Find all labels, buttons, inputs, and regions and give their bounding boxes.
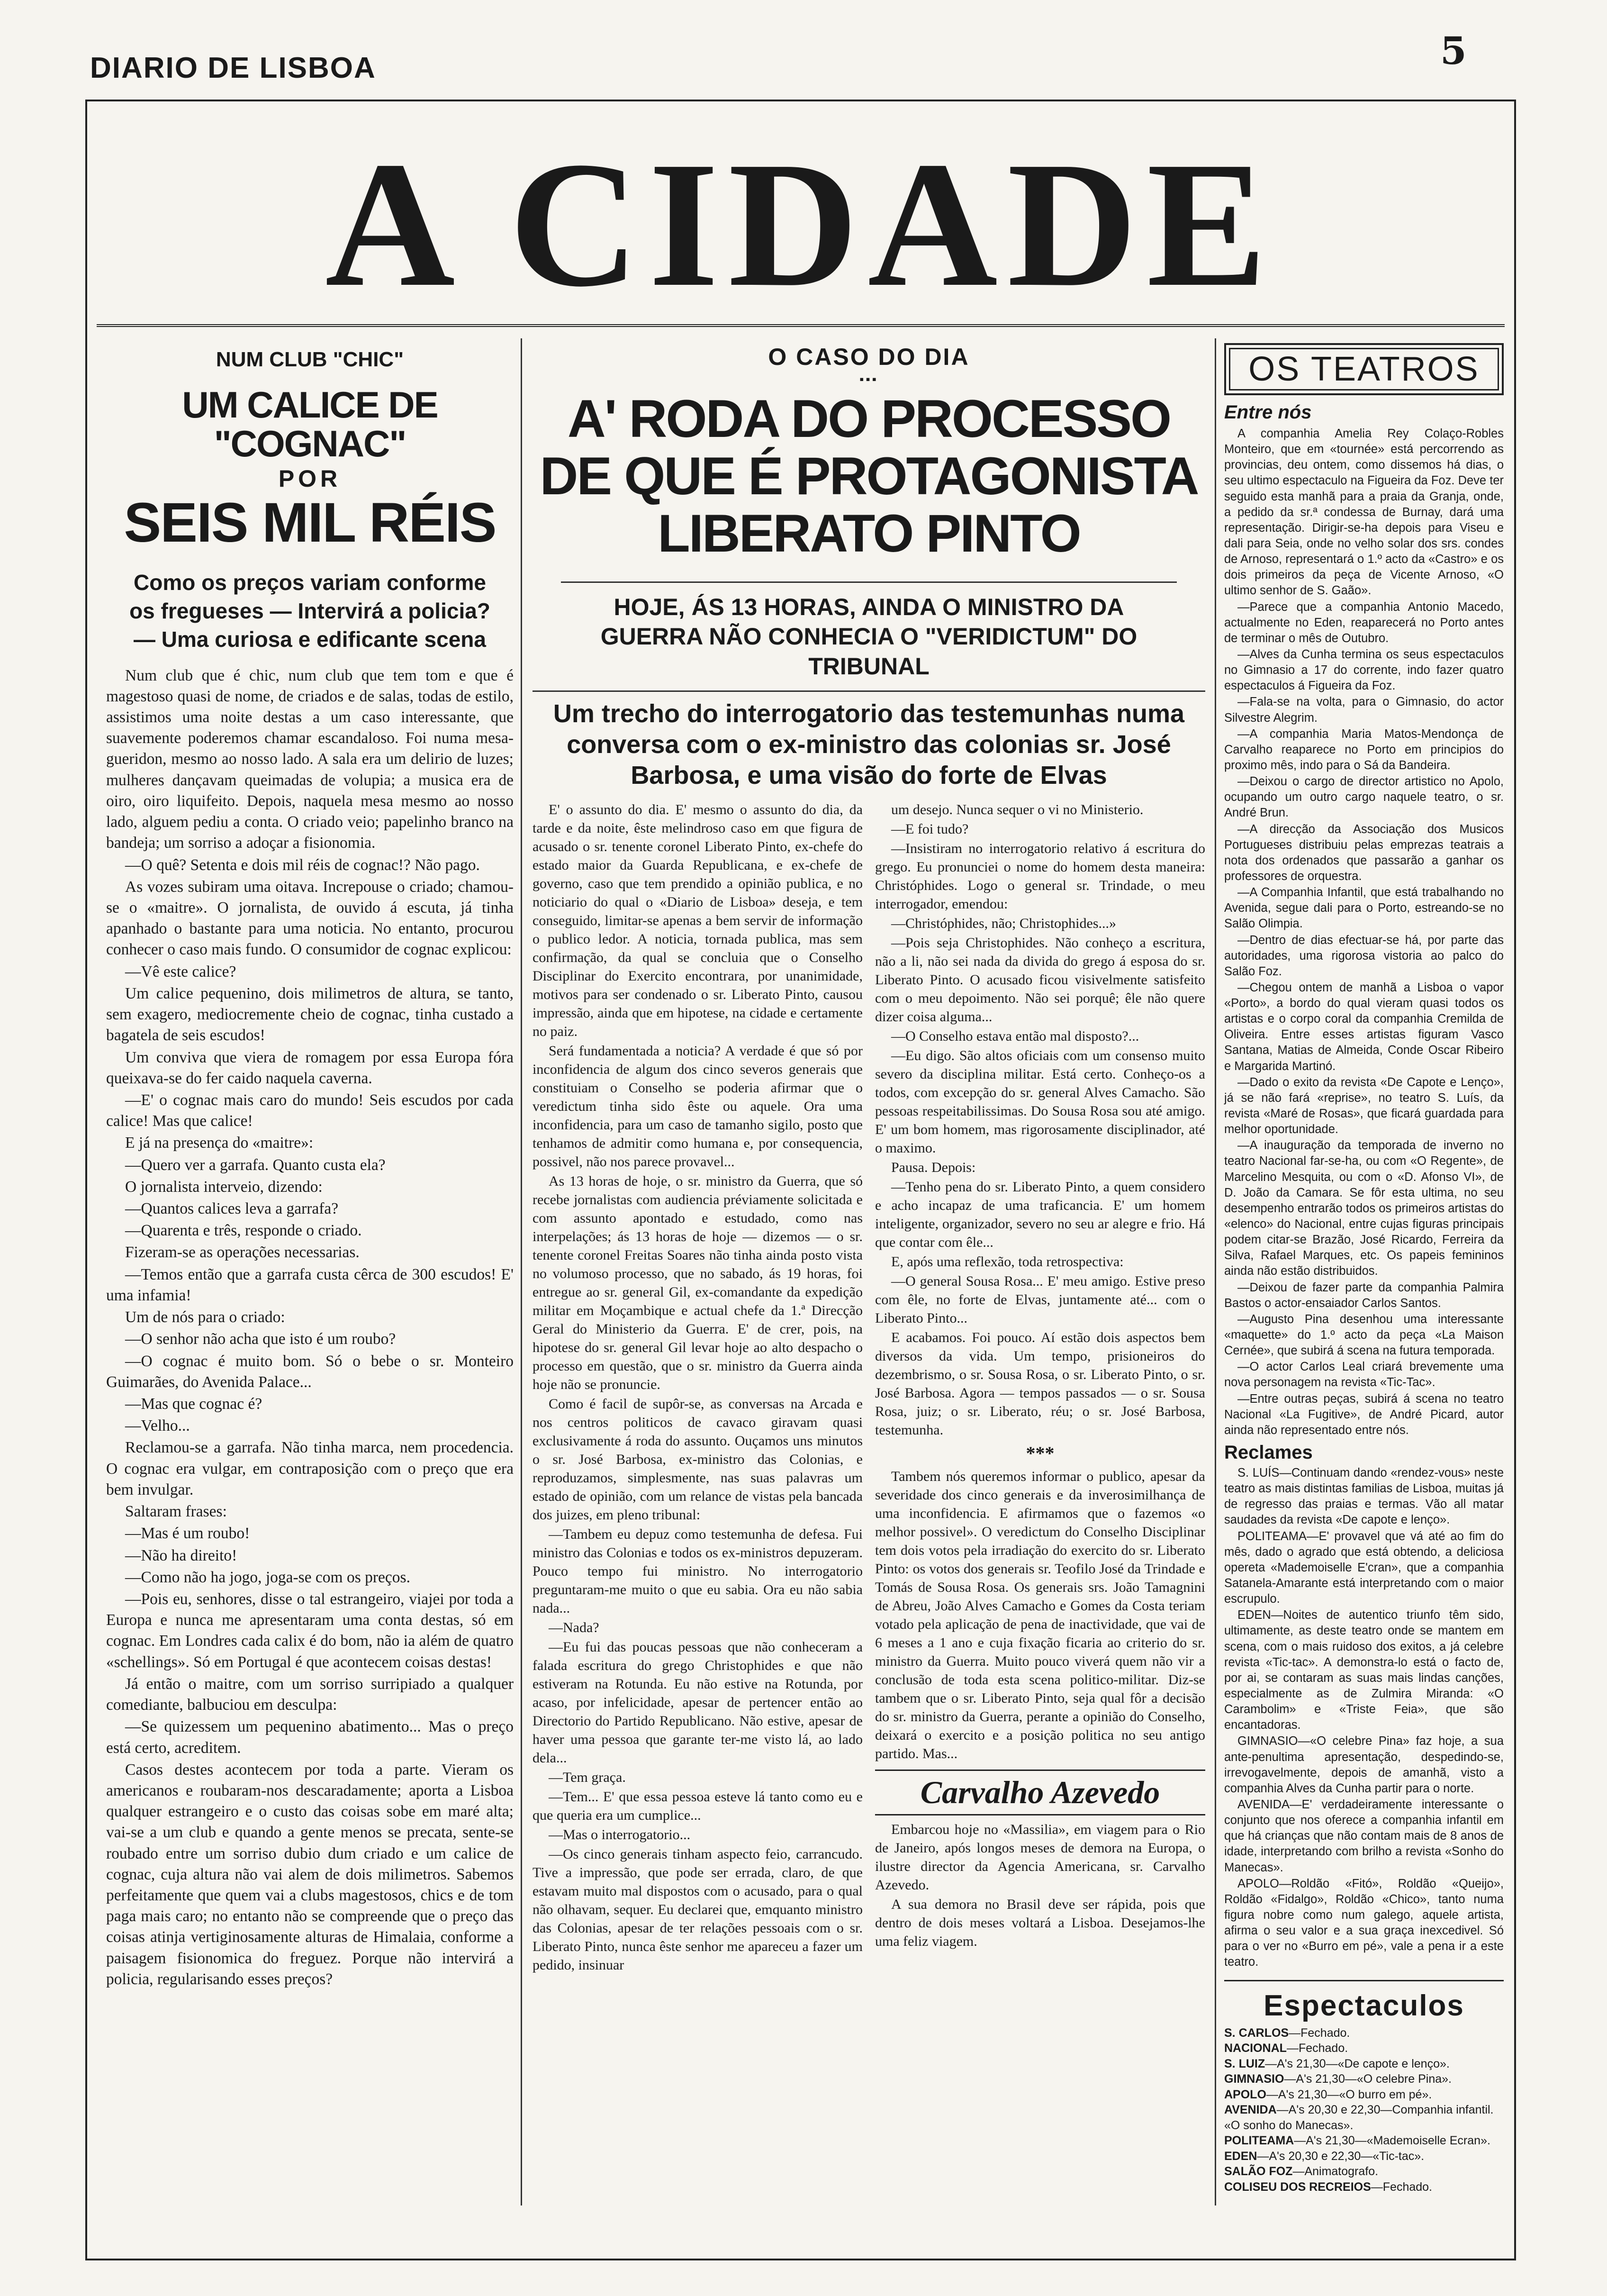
theatre-info: —A's 20,30 e 22,30—«Tic-tac». — [1257, 2149, 1425, 2163]
theatre-note: —Deixou o cargo de director artistico no Apolo, ocupando um outro cargo naquele teatro, o sr. André Brun. — [1224, 775, 1504, 820]
theatre-note: —A companhia Maria Matos-Mendonça de Carvalho reaparece no Porto em principios do proximo mês, indo para o Sá da Bandeira. — [1224, 727, 1504, 772]
theatre-info: —A's 21,30—«O celebre Pina». — [1284, 2072, 1452, 2086]
article-column-b — [875, 800, 1205, 1975]
paragraph: —Tem graça. — [549, 1769, 626, 1785]
reclames-body — [1224, 1465, 1504, 1970]
ornament: ▪▪▪ — [859, 372, 878, 386]
theatre-note: —Fala-se na volta, para o Gimnasio, do actor Silvestre Alegrim. — [1224, 695, 1504, 725]
espectaculo-row — [1224, 2102, 1504, 2133]
entre-nos-label: Entre nós — [1224, 402, 1312, 423]
espectaculo-row — [1224, 2071, 1504, 2087]
paragraph: —Pois eu, senhores, disse o tal estrangeiro, viajei por toda a Europa e nunca me apresentaram uma conta destas, só em cognac. Em Londres cada calix é do bom, não ia além de quatro «schellings». Só em Portugal é que acontecem coisas destas! — [106, 1590, 514, 1671]
paragraph: Num club que é chic, num club que tem tom e que é magestoso quasi de nome, de criados e de salas, todas de estilo, assistimos uma noite destas a um caso interessante, que suavemente poderemos chamar escandaloso. Foi numa mesa-gueridon, mesmo ao nosso lado. A sala era um delirio de luzes; mulheres dançavam queimadas de volupia; a musica era de oiro, oiro liquifeito. Depois, naquela mesa mesmo ao nosso lado, alguem pediu a conta. O criado veio; papelinho branco na bandeja; um sorriso a adoçar a fisionomia. — [106, 666, 514, 852]
article-body — [106, 665, 514, 1990]
theatre-note: —A direcção da Associação dos Musicos Portugueses distribuiu pelas emprezas teatrais a nota dos ordenados que passarão a ganhar os professores de orquestra. — [1224, 822, 1504, 883]
espectaculo-row — [1224, 2041, 1504, 2056]
page-number: 5 — [1440, 28, 1467, 73]
espectaculos-title: Espectaculos — [1224, 1980, 1504, 2023]
theatre-name: COLISEU DOS RECREIOS — [1224, 2180, 1371, 2194]
theatre-name: S. LUIZ — [1224, 2057, 1265, 2070]
paragraph: —Tem... E' que essa pessoa esteve lá tanto como eu e que queria era um cumplice... — [533, 1788, 863, 1823]
theatre-note: —Chegou ontem de manhã a Lisboa o vapor «Porto», a bordo do qual vieram quasi todos os artistas e o corpo coral da companhia Cremilda de Oliveira. Entre esses artistas figuram Vasco Santana, Matias de Almeida, Conde Oscar Ribeiro e Margarida Martinó. — [1224, 980, 1504, 1073]
paragraph: —Quantos calices leva a garrafa? — [125, 1200, 339, 1218]
theatre-info: —A's 21,30—«De capote e lenço». — [1265, 2057, 1450, 2070]
paragraph: Casos destes acontecem por toda a parte. Vieram os americanos e roubaram-nos descaradamente; aporta a Lisboa qualquer estrangeiro e o custo das coisas sobe em maré alta; vai-se a um club e quando a gente menos se precata, sente-se roubado entre um sorriso dubio dum criado e um calice de cognac, cuja altura não vai alem de dois milimetros. Sabemos perfeitamente que quem vai a clubs magestosos, chics e de tom paga mais caro; no entanto não se compreende que o preço das coisas atinja vertiginosamente alturas de Himalaia, conforme a paisagem fisionomica do freguez. Porque não intervirá a policia, regularisando esses preços? — [106, 1761, 514, 1988]
headline-line-2: SEIS MIL RÉIS — [124, 491, 496, 554]
paragraph: —O general Sousa Rosa... E' meu amigo. Estive preso com êle, no forte de Elvas, juntamente até... com o Liberato Pinto... — [875, 1273, 1205, 1326]
theatre-name: NACIONAL — [1224, 2042, 1287, 2055]
espectaculo-row — [1224, 2149, 1504, 2164]
theatre-note: —Deixou de fazer parte da companhia Palmira Bastos o actor-ensaiador Carlos Santos. — [1224, 1280, 1504, 1310]
teatros-section — [1224, 338, 1504, 2195]
theatre-note: A companhia Amelia Rey Colaço-Robles Monteiro, que em «tournée» está percorrendo as provincias, deu ontem, como dissemos há dias, o seu ultimo espectaculo na Figueira da Foz. Deve ter seguido esta manhã para a praia da Granja, onde, a pedido da sr.ª condessa de Burnay, dará uma representação. Dirigir-se-ha depois para Viseu e dali para Seia, onde no velho solar dos srs. condes de Arnoso, representará o 1.º acto da «Castro» e os dois primeiros da peça de Vicente Arnoso, «O ultimo senhor de S. Gaão». — [1224, 427, 1504, 598]
paragraph: —Vê este calice? — [125, 962, 236, 980]
paragraph: —E' o cognac mais caro do mundo! Seis escudos por cada calice! Mas que calice! — [106, 1091, 514, 1130]
paragraph: —Mas que cognac é? — [125, 1395, 262, 1413]
reclame-item: AVENIDA—E' verdadeiramente interessante o conjunto que nos oferece a companhia infantil em que há crianças que não contam mais de 8 anos de idade, interpretando com brilho a revista «Sonho do Manecas». — [1224, 1797, 1504, 1874]
paragraph: Será fundamentada a noticia? A verdade é que só por inconfidencia de algum dos cinco severos generais que constituiam o Conselho se poderia afirmar que o veredictum tinha sido êste ou aquele. Ora uma inconfidencia, para um caso de tamanho sigilo, posto que tenhamos de admitir como humana e, por consequencia, possivel, não nos parece provavel... — [533, 1043, 863, 1170]
paragraph: —Mas o interrogatorio... — [549, 1826, 691, 1842]
club-chic-article — [106, 338, 514, 1991]
reclame-item: EDEN—Noites de autentico triunfo têm sido, ultimamente, as deste teatro onde se mantem em scena, com o mais ruidoso dos exitos, a já celebre revista «Tic-tac». A demonstra-lo está o facto de, por ai, se contaram as suas mais lindas canções, especialmente as de Zulmira Miranda: «O Carambolim» e «Triste Feia», que são encantadoras. — [1224, 1608, 1504, 1732]
paragraph: —Tambem eu depuz como testemunha de defesa. Fui ministro das Colonias e todos os ex-ministros depuzeram. Pouco tempo fui ministro. No interrogatorio preguntaram-me muito o que eu sabia. Ora eu não sabia nada... — [533, 1526, 863, 1616]
paragraph: Um calice pequenino, dois milimetros de altura, se tanto, sem exagero, mediocremente cheio de cognac, tinha custado a bagatela de seis escudos! — [106, 984, 514, 1044]
theatre-note: —Alves da Cunha termina os seus espectaculos no Gimnasio a 17 do corrente, indo fazer quatro espectaculos á Figueira da Foz. — [1224, 647, 1504, 693]
paragraph: Fizeram-se as operações necessarias. — [125, 1243, 360, 1261]
espectaculo-row — [1224, 2087, 1504, 2103]
paragraph: E já na presença do «maitre»: — [125, 1134, 314, 1152]
theatre-info: —Fechado. — [1286, 2042, 1348, 2055]
theatre-note: —Entre outras peças, subirá á scena no teatro Nacional «La Fugitive», de André Picard, autor ainda não representado entre nós. — [1224, 1392, 1504, 1437]
paragraph: —Como não ha jogo, joga-se com os preços. — [125, 1568, 410, 1586]
paragraph: Como é facil de supôr-se, as conversas na Arcada e nos centros politicos de cavaco giravam quasi exclusivamente á roda do assunto. Ouçamos uns minutos o sr. José Barbosa, ex-ministro das Colonias, e reproduzamos, simplesmente, nas suas palavras um estado de opinião, com um relance de vistas pela bancada dos juizes, em pleno tribunal: — [533, 1396, 863, 1523]
espectaculo-row — [1224, 2133, 1504, 2149]
headline-por: POR — [278, 465, 342, 492]
espectaculos-list — [1224, 2025, 1504, 2195]
theatre-note: —O actor Carlos Leal criará brevemente uma nova personagem na revista «Tic-Tac». — [1224, 1360, 1504, 1389]
paragraph: Tambem nós queremos informar o publico, apesar da severidade dos cinco generais e da inverosimilhança de uma inconfidencia. E afirmamos que o fazemos «o melhor possivel». O veredictum do Conselho Disciplinar tem dois votos pela irradiação do exercito do sr. Liberato Pinto: os votos dos generais sr. Teofilo José da Trindade e Tomás de Sousa Rosa. Os generais srs. João Tamagnini de Abreu, João Alves Camacho e Gomes da Costa teriam votado pela aplicação de pena de inactividade, que vai de 6 meses a 1 ano e cuja fixação ficaria ao criterio do sr. ministro da Guerra. Muito pouco viverá quem não vir a conclusão de toda esta scena politico-militar. Diz-se tambem que o sr. Liberato Pinto, seja qual fôr a decisão do sr. ministro da Guerra, perante a opinião do Conselho, deixará o exercito e a posição politica no seu antigo partido. Mas... — [875, 1468, 1205, 1761]
paragraph: As 13 horas de hoje, o sr. ministro da Guerra, que só recebe jornalistas com audiencia préviamente solicitada e com assunto apontado e estudado, como nas interpelações; ás 13 horas de hoje — dizemos — o sr. tenente coronel Freitas Soares não tinha ainda posto vista no volumoso processo, que no sabado, ás 19 horas, foi entregue ao sr. general Gil, ex-comandante da expedição militar em Moçambique e actual chefe da 1.ª Direcção Geral do Ministerio da Guerra. E' de crer, pois, na hipotese do sr. general Gil levar hoje ao alto despacho o processo em questão, que o sr. ministro da Guerra ainda hoje não se pronuncie. — [533, 1173, 863, 1392]
theatre-info: —Animatografo. — [1292, 2165, 1379, 2178]
paragraph: —Velho... — [125, 1417, 190, 1435]
paragraph: Embarcou hoje no «Massilia», em viagem para o Rio de Janeiro, após longos meses de demora na Europa, o ilustre director da Agencia Americana, sr. Carvalho Azevedo. — [875, 1821, 1205, 1893]
theatre-name: AVENIDA — [1224, 2103, 1277, 2116]
paragraph: —Se quizessem um pequenino abatimento... Mas o preço está certo, acreditem. — [106, 1718, 514, 1757]
espectaculo-row — [1224, 2179, 1504, 2195]
section-masthead: A CIDADE — [325, 125, 1276, 324]
article-kicker: NUM CLUB "CHIC" — [216, 348, 404, 371]
headline-line-1: UM CALICE DE "COGNAC" — [182, 384, 438, 464]
theatre-info: —A's 20,30 e 22,30—Companhia infantil. «O sonho do Manecas». — [1224, 2103, 1494, 2132]
reclame-item: GIMNASIO—«O celebre Pina» faz hoje, a sua ante-penultima apresentação, despedindo-se, irrevogavelmente, depois de amanhã, visto a companhia Alves da Cunha partir para o norte. — [1224, 1734, 1504, 1795]
theatre-name: SALÃO FOZ — [1224, 2165, 1293, 2178]
theatre-note: —A inauguração da temporada de inverno no teatro Nacional far-se-ha, ou com «O Regente», de Marcelino Mesquita, ou com o «D. Afonso VI», de D. João da Camara. Se fôr esta ultima, no seu desempenho entrarão todos os primeiros artistas do «elenco» do Nacional, entre cujas figuras principais podem citar-se Brazão, José Ricardo, Ferreira da Silva, Rafael Marques, etc. Os papeis femininos ainda não estão distribuidos. — [1224, 1139, 1504, 1278]
paragraph: —Pois seja Christophides. Não conheço a escritura, não a li, não sei nada da divida do grego á esposa do sr. Liberato Pinto. O acusado ficou visivelmente satisfeito com o meu depoimento. Não sei porquê; êle não quere dizer coisa alguma... — [875, 935, 1205, 1025]
theatre-note: —Augusto Pina desenhou uma interessante «maquette» do 1.º acto da peça «La Maison Cernée», que subirá á scena na futura temporada. — [1224, 1312, 1504, 1358]
theatre-info: —Fechado. — [1371, 2180, 1433, 2194]
paragraph: —Os cinco generais tinham aspecto feio, carrancudo. Tive a impressão, que pode ser errada, claro, de que estavam muito mal dispostos com o acusado, para o qual não olhavam, sequer. Eu declarei que, emquanto ministro das Colonias, apesar de ter relações pessoais com o sr. Liberato Pinto, nunca êste senhor me apareceu a fazer um pedido, insinuar — [533, 1846, 863, 1973]
reclame-item: POLITEAMA—E' provavel que vá até ao fim do mês, dado o agrado que está obtendo, a deliciosa opereta «Mademoiselle E'cran», que a companhia Satanela-Amarante está interpretando com o maior escrupulo. — [1224, 1529, 1504, 1606]
paragraph: Um de nós para o criado: — [125, 1308, 285, 1326]
espectaculo-row — [1224, 2164, 1504, 2179]
reclames-title: Reclames — [1224, 1442, 1313, 1463]
theatre-note: —A Companhia Infantil, que está trabalhando no Avenida, segue dali para o Porto, estreando-se no Salão Olimpia. — [1224, 886, 1504, 931]
page-frame — [85, 100, 1516, 2260]
section-stars: *** — [1026, 1442, 1055, 1464]
paragraph: —Temos então que a garrafa custa cêrca de 300 escudos! E' uma infamia! — [106, 1265, 514, 1304]
reclame-item: S. LUÍS—Continuam dando «rendez-vous» neste teatro as mais distintas familias de Lisboa, muitas já de regresso das praias e termas. Vão all matar saudades da revista «De capote e lenço». — [1224, 1466, 1504, 1527]
paragraph: A sua demora no Brasil deve ser rápida, pois que dentro de dois meses voltará a Lisboa. Desejamos-lhe uma feliz viagem. — [875, 1896, 1205, 1949]
paragraph: —Eu digo. São altos oficiais com um consenso muito severo da disciplina militar. Está certo. Conheço-os a todos, com excepção do sr. general Alves Camacho. São pessoas respeitabilissimas. Do Sousa Rosa sou até amigo. E' um bom homem, mas rigorosamente disciplinador, até o maximo. — [875, 1047, 1205, 1156]
paragraph: um desejo. Nunca sequer o vi no Ministerio. — [891, 801, 1144, 817]
article-column-a — [533, 800, 863, 1975]
espectaculo-row — [1224, 2025, 1504, 2041]
paragraph: —O quê? Setenta e dois mil réis de cognac!? Não pago. — [125, 856, 480, 874]
paragraph: —Tenho pena do sr. Liberato Pinto, a quem considero e acho incapaz de uma traficancia. E' um homem inteligente, organizador, severo no seu ar alegre e frio. Há que contar com êle... — [875, 1179, 1205, 1250]
paragraph: E acabamos. Foi pouco. Aí estão dois aspectos bem diversos da vida. Um tempo, prisioneiros do dezembrismo, o sr. Sousa Rosa, o sr. Liberato Pinto, o sr. José Barbosa. Agora — tempos passados — o sr. Sousa Rosa, juiz; o sr. Liberato, réu; o sr. José Barbosa, testemunha. — [875, 1329, 1205, 1438]
article-column-b-text — [875, 800, 1205, 1439]
paragraph: —Nada? — [549, 1619, 599, 1635]
theatre-note: —Dado o exito da revista «De Capote e Lenço», já se não fará «reprise», no teatro S. Luís, da revista «Maré de Rosas», que ficará guardada para melhor oportunidade. — [1224, 1075, 1504, 1136]
paragraph: Reclamou-se a garrafa. Não tinha marca, nem procedencia. O cognac era vulgar, em contraposição com o preço que era bem invulgar. — [106, 1439, 514, 1498]
paragraph: E' o assunto do dia. E' mesmo o assunto do dia, da tarde e da noite, êste melindroso caso em que figura de acusado o sr. tenente coronel Liberato Pinto, ex-chefe do estado maior da Guarda Republicana, e ex-chefe de governo, caso que tem prendido a opinião publica, e no noticiario do qual o «Diario de Lisboa» deseja, e tem conseguido, limitar-se apenas a bem servir de informação o publico ledor. A noticia, tornada publica, mas sem confirmação, da qual se concluia que o Conselho Disciplinar do Exercito encontrara, por unanimidade, motivos para ser condenado o sr. Liberato Pinto, causou impressão, ainda que em hipotese, na cidade e certamente no paiz. — [533, 801, 863, 1039]
main-headline: A' RODA DO PROCESSO DE QUE É PROTAGONISTA LIBERATO PINTO — [540, 389, 1198, 563]
paragraph: —Não ha direito! — [125, 1546, 237, 1564]
paragraph: —Insistiram no interrogatorio relativo á escritura do grego. Eu pronunciei o nome do homem desta maneira: Christóphides. Logo o general sr. Trindade, o meu interrogador, emendou: — [875, 840, 1205, 912]
paragraph: —Christóphides, não; Christophides...» — [891, 915, 1116, 931]
theatre-name: S. CARLOS — [1224, 2026, 1289, 2040]
newspaper-name: DIARIO DE LISBOA — [90, 52, 376, 84]
paragraph: —O cognac é muito bom. Só o bebe o sr. Monteiro Guimarães, do Avenida Palace... — [106, 1352, 514, 1391]
theatre-name: POLITEAMA — [1224, 2134, 1294, 2147]
reclame-item: APOLO—Roldão «Fitó», Roldão «Queijo», Roldão «Fidalgo», Roldão «Chico», tanto numa figura nobre como num galego, aquele artista, afirma o seu valor e a sua graça inexcedivel. Só para o ver no «Burro em pé», vale a pena ir a este teatro. — [1224, 1877, 1504, 1969]
theatre-name: APOLO — [1224, 2087, 1266, 2101]
theatre-info: —A's 21,30—«O burro em pé». — [1266, 2087, 1432, 2101]
article-columns — [533, 800, 1205, 1975]
paragraph: O jornalista interveio, dizendo: — [125, 1178, 323, 1196]
paragraph: E, após uma reflexão, toda retrospectiva: — [891, 1253, 1124, 1270]
trecho-headline: Um trecho do interrogatorio das testemunhas numa conversa com o ex-ministro das colonias sr. José Barbosa, e uma visão do forte de Elvas — [533, 690, 1205, 790]
paragraph: As vozes subiram uma oitava. Increpouse o criado; chamou-se o «maitre». O jornalista, de ouvido á escuta, já tinha apanhado o bastante para uma noticia. No entanto, procurou conhecer o caso mais fundo. O consumidor de cognac explicou: — [106, 878, 514, 959]
paragraph: Um conviva que viera de romagem por essa Europa fóra queixava-se do fer caido naquela caverna. — [106, 1048, 514, 1087]
paragraph: —Quarenta e três, responde o criado. — [125, 1222, 362, 1240]
paragraph: Saltaram frases: — [125, 1503, 227, 1521]
theatre-info: —Fechado. — [1289, 2026, 1350, 2040]
column-divider — [521, 338, 522, 2205]
paragraph: —Quero ver a garrafa. Quanto custa ela? — [125, 1156, 386, 1174]
masthead-rule — [97, 324, 1505, 327]
paragraph: —O senhor não acha que isto é um roubo? — [125, 1330, 396, 1348]
main-subheadline: HOJE, ÁS 13 HORAS, AINDA O MINISTRO DA GUERRA NÃO CONHECIA O "VERIDICTUM" DO TRIBUNAL — [561, 581, 1177, 681]
paragraph: —E foi tudo? — [891, 821, 969, 837]
theatre-info: —A's 21,30—«Mademoiselle Ecran». — [1294, 2134, 1490, 2147]
espectaculo-row — [1224, 2056, 1504, 2072]
carvalho-azevedo-text — [875, 1820, 1205, 1951]
paragraph: —Eu fui das poucas pessoas que não conheceram a falada escritura do grego Christophides e que não estiveram na Rotunda. Eu não estive na Rotunda, por acaso, por infelicidade, apesar de pertencer então ao Directorio do Partido Republicano. Não estive, apesar de haver uma pessoa que garante ter-me visto lá, ao lado dela... — [533, 1639, 863, 1766]
veredictum-text — [875, 1467, 1205, 1763]
column-divider — [1215, 338, 1216, 2205]
teatros-title: OS TEATROS — [1224, 343, 1504, 395]
article-subheadline: Como os preços variam conforme os fregueses — Intervirá a policia? — Uma curiosa e edificante scena — [129, 570, 490, 652]
theatre-name: GIMNASIO — [1224, 2072, 1284, 2086]
paragraph: —O Conselho estava então mal disposto?... — [891, 1028, 1139, 1044]
caso-do-dia-label: O CASO DO DIA — [768, 344, 970, 370]
theatre-name: EDEN — [1224, 2149, 1257, 2163]
theatre-note: —Dentro de dias efectuar-se há, por parte das autoridades, uma rigorosa vistoria ao palco do Salão Foz. — [1224, 933, 1504, 978]
teatros-body — [1224, 426, 1504, 1438]
paragraph: Pausa. Depois: — [891, 1159, 976, 1175]
paragraph: —Mas é um roubo! — [125, 1525, 250, 1543]
carvalho-azevedo-title: Carvalho Azevedo — [875, 1770, 1205, 1815]
liberato-pinto-article — [533, 338, 1205, 1975]
article-headline — [106, 386, 514, 553]
paragraph: Já então o maitre, com um sorriso surripiado a qualquer comediante, balbuciou em desculpa: — [106, 1675, 514, 1714]
theatre-note: —Parece que a companhia Antonio Macedo, actualmente no Eden, reaparecerá no Porto antes de terminar o mês de Outubro. — [1224, 600, 1504, 645]
